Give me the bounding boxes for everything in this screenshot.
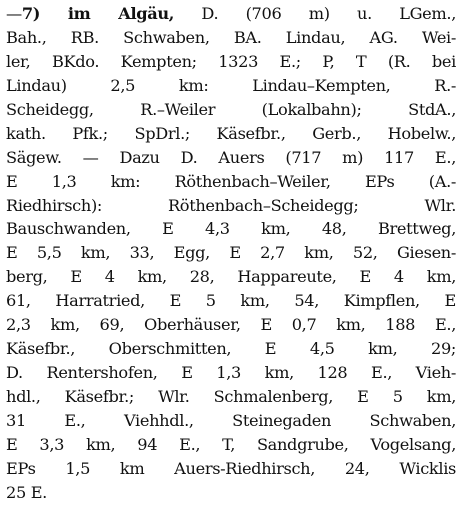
- gazetteer-entry: [6, 2, 456, 505]
- entry-line-17: hdl., Käsefbr.; Wlr. Schmalenberg, E 5 km,: [6, 387, 456, 406]
- entry-line-6: kath. Pfk.; SpDrl.; Käsefbr., Gerb., Hobelw.,: [6, 123, 456, 143]
- entry-line-15: Käsefbr., Oberschmitten, E 4,5 km, 29;: [6, 339, 456, 359]
- entry-line-20: EPs 1,5 km Auers-Riedhirsch, 24, Wicklis: [6, 458, 456, 478]
- entry-line-19: E 3,3 km, 94 E., T, Sandgrube, Vogelsang,: [6, 434, 456, 454]
- entry-line-1-text: D. (706 m) u. LGem.,: [174, 4, 456, 23]
- entry-line-11: E 5,5 km, 33, Egg, E 2,7 km, 52, Giesen-: [6, 243, 456, 263]
- entry-line-13: 61, Harratried, E 5 km, 54, Kimpflen, E: [6, 291, 456, 311]
- entry-line-5: Scheidegg, R.–Weiler (Lokalbahn); StdA.,: [6, 99, 456, 119]
- entry-line-1: [6, 2, 456, 26]
- lead-dash: —: [6, 4, 22, 23]
- entry-line-3: ler, BKdo. Kempten; 1323 E.; P, T (R. bei: [6, 51, 456, 71]
- entry-line-10: Bauschwanden, E 4,3 km, 48, Brettweg,: [6, 219, 456, 239]
- entry-heading: 7) im Algäu,: [21, 4, 175, 23]
- entry-line-7: Sägew. — Dazu D. Auers (717 m) 117 E.,: [6, 147, 456, 167]
- entry-line-14: 2,3 km, 69, Oberhäuser, E 0,7 km, 188 E.,: [6, 315, 456, 335]
- entry-line-12: berg, E 4 km, 28, Happareute, E 4 km,: [6, 267, 456, 287]
- entry-line-4: Lindau) 2,5 km: Lindau–Kempten, R.-: [6, 75, 456, 95]
- entry-line-18: 31 E., Viehhdl., Steinegaden Schwaben,: [6, 410, 456, 430]
- entry-line-8: E 1,3 km: Röthenbach–Weiler, EPs (A.-: [6, 171, 456, 191]
- entry-line-2: Bah., RB. Schwaben, BA. Lindau, AG. Wei-: [6, 27, 456, 47]
- entry-line-9: Riedhirsch): Röthenbach–Scheidegg; Wlr.: [6, 195, 456, 215]
- entry-line-21: 25 E.: [6, 482, 47, 502]
- entry-line-16: D. Rentershofen, E 1,3 km, 128 E., Vieh-: [6, 363, 456, 383]
